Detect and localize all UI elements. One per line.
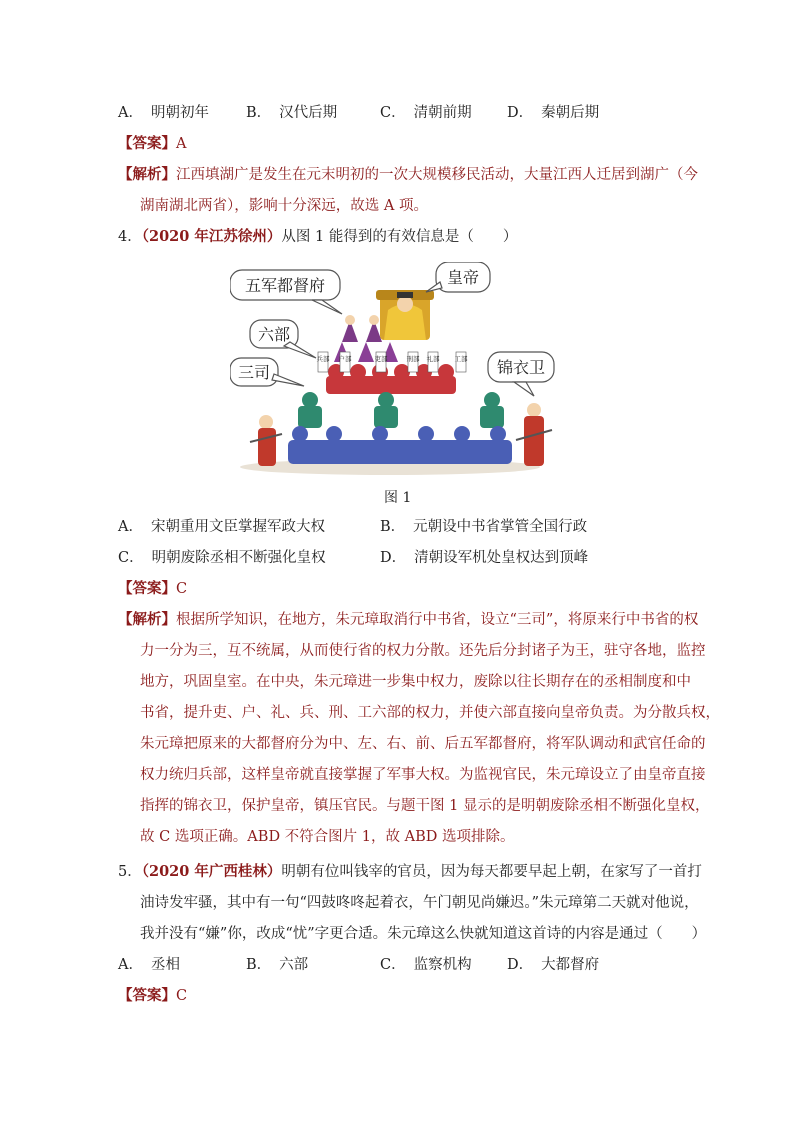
guard-right [516, 403, 552, 466]
emperor-figure [376, 290, 434, 340]
q3-option-b: B． 汉代后期 [246, 105, 338, 121]
guard-left [250, 415, 282, 466]
sansi-officials [298, 392, 504, 428]
bu-tag-li: 吏部 [374, 355, 388, 363]
svg-text:锦衣卫: 锦衣卫 [496, 358, 546, 377]
bubble-jinyiwei [488, 352, 554, 396]
q4-analysis-line-7: 指挥的锦衣卫，保护皇帝，镇压官民。与题干图 1 显示的是明朝废除丞相不断强化皇权， [140, 798, 710, 814]
q3-option-d: D． 秦朝后期 [507, 105, 600, 121]
q4-option-c: C． 明朝废除丞相不断强化皇权 [118, 550, 326, 566]
local-officials [288, 426, 512, 464]
bubble-wujun [230, 270, 342, 314]
q4-option-b: B． 元朝设中书省掌管全国行政 [380, 519, 588, 535]
q4-analysis-line-8: 故 C 选项正确。ABD 不符合图片 1，故 ABD 选项排除。 [140, 829, 515, 845]
q3-answer: 【答案】A [118, 135, 187, 152]
q5-option-c: C． 监察机构 [380, 957, 472, 973]
q5-option-d: D． 大都督府 [507, 957, 600, 973]
q4-analysis-line-1: 【解析】根据所学知识，在地方，朱元璋取消行中书省，设立“三司”，将原来行中书省的权 [118, 611, 699, 628]
q4-stem: 4．（2020 年江苏徐州）从图 1 能得到的有效信息是（ ） [118, 228, 518, 245]
svg-text:三司: 三司 [237, 363, 271, 382]
q5-option-a: A． 丞相 [118, 957, 180, 973]
svg-text:五军都督府: 五军都督府 [244, 276, 326, 295]
q5-answer: 【答案】C [118, 987, 188, 1004]
q3-option-a: A． 明朝初年 [118, 105, 209, 121]
q3-analysis-line-1: 【解析】江西填湖广是发生在元末明初的一次大规模移民活动，大量江西人迁居到湖广（今 [118, 166, 698, 183]
bu-tag-hu: 户部 [338, 355, 352, 363]
bubble-sansi [230, 358, 304, 386]
q4-answer: 【答案】C [118, 580, 188, 597]
q4-option-d: D． 清朝设军机处皇权达到顶峰 [380, 550, 589, 566]
bu-tag-gong: 工部 [454, 355, 468, 363]
bu-tag-bing: 兵部 [316, 355, 330, 363]
bubble-liubu [250, 320, 316, 358]
bu-tag-xing: 刑部 [406, 355, 420, 363]
q4-analysis-line-6: 权力统归兵部，这样皇帝就直接掌握了军事大权。为监视官民，朱元璋设立了由皇帝直接 [140, 767, 706, 783]
svg-text:皇帝: 皇帝 [446, 268, 480, 287]
q4-analysis-line-4: 书省，提升吏、户、礼、兵、刑、工六部的权力，并使六部直接向皇帝负责。为分散兵权， [140, 705, 720, 721]
bubble-huangdi [426, 262, 490, 292]
q3-analysis-line-2: 湖南湖北两省），影响十分深远，故选 A 项。 [140, 198, 428, 214]
q4-analysis-line-3: 地方，巩固皇室。在中央，朱元璋进一步集中权力，废除以往长期存在的丞相制度和中 [140, 674, 691, 690]
q3-option-c: C． 清朝前期 [380, 105, 472, 121]
figure-1-illustration [230, 262, 556, 478]
q5-stem-line-2: 油诗发牢骚，其中有一句“四鼓咚咚起着衣，午门朝见尚嫌迟。”朱元璋第二天就对他说， [140, 895, 699, 911]
q4-option-a: A． 宋朝重用文臣掌握军政大权 [118, 519, 325, 535]
svg-text:六部: 六部 [257, 325, 291, 344]
q5-stem-line-1: 5．（2020 年广西桂林）明朝有位叫钱宰的官员，因为每天都要早起上朝，在家写了一首打 [118, 863, 702, 880]
q5-option-b: B． 六部 [246, 957, 309, 973]
bu-tag-li2: 礼部 [426, 355, 440, 363]
q4-analysis-line-2: 力一分为三，互不统属，从而使行省的权力分散。还先后分封诸子为王，驻守各地，监控 [140, 643, 706, 659]
q5-stem-line-3: 我并没有“嫌”你，改成“忧”字更合适。朱元璋这么快就知道这首诗的内容是通过（ ） [140, 926, 707, 942]
figure-caption: 图 1 [384, 490, 412, 506]
q4-analysis-line-5: 朱元璋把原来的大都督府分为中、左、右、前、后五军都督府，将军队调动和武官任命的 [140, 736, 706, 752]
